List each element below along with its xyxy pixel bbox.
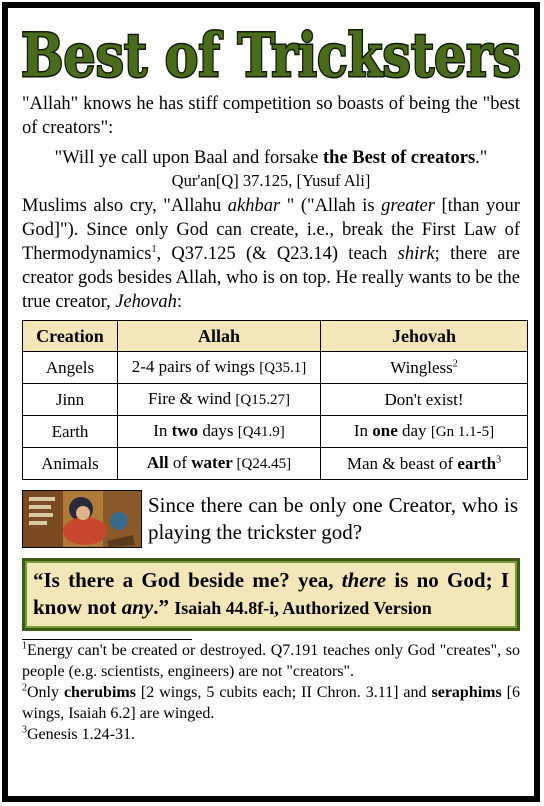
cell-allah: Fire & wind [Q15.27] [118,384,321,416]
footnote-3: $^3$Genesis 1.24-31. [22,724,135,743]
table-row [23,448,528,480]
cell-creation: Earth [23,416,118,448]
quran-quote: "Will ye call upon Baal and forsake the Best of creators." [54,148,488,168]
cell-creation: Jinn [23,384,118,416]
header-jehovah: Jehovah [321,321,528,352]
trickster-section [22,490,520,548]
cell-creation: Animals [23,448,118,480]
header-creation: Creation [23,321,118,352]
isaiah-verse-box: “Is there a God beside me? yea, there is no God; I know not any.” Isaiah 44.8f-i, Authorized Version [22,558,520,631]
trickster-question: Since there can be only one Creator, who is playing the trickster god? [148,493,518,544]
footnotes [22,640,520,745]
main-paragraph: Muslims also cry, "Allahu akhbar " ("Allah is greater [than your God]"). Since only God can create, i.e., break the First Law of Thermodynamics$^1$, Q37.125 (& Q23.14) teach shirk; there are creator gods besides Allah, who is on top. He really wants to be the true creator, Jehovah: [22,196,520,312]
cell-jehovah: Wingless$^2$ [321,352,528,384]
cell-allah: All of water [Q24.45] [118,448,321,480]
table-row [23,416,528,448]
table-row [23,352,528,384]
intro-paragraph: "Allah" knows he has stiff competition so boasts of being the "best of creators": [22,94,520,138]
cell-jehovah: In one day [Gn 1.1-5] [321,416,528,448]
table-row [23,384,528,416]
title-text: Best of Tricksters [21,21,521,90]
quote-reference: Qur'an[Q] 37.125, [Yusuf Ali] [171,171,371,190]
header-allah: Allah [118,321,321,352]
footnote-1: $^1$Energy can't be created or destroyed. Q7.191 teaches only God "creates", so people (e.g. scientists, engineers) are not "creators". [22,640,520,680]
cell-creation: Angels [23,352,118,384]
cell-allah: In two days [Q41.9] [118,416,321,448]
comparison-table [22,320,528,480]
verse-reference: Isaiah 44.8f-i, Authorized Version [174,598,432,618]
table-header-row [23,321,528,352]
trickster-god-icon [23,491,141,547]
cell-allah: 2-4 pairs of wings [Q35.1] [118,352,321,384]
footnote-ref-1: 1 [151,243,157,255]
title-graphic [16,12,526,90]
trickster-image [22,490,142,548]
cell-jehovah: Don't exist! [321,384,528,416]
page-title [8,12,534,92]
page-frame [2,2,540,802]
cell-jehovah: Man & beast of earth$^3$ [321,448,528,480]
footnote-2: $^2$Only cherubims [2 wings, 5 cubits each; II Chron. 3.11] and seraphims [6 wings, Isaiah 6.2] are winged. [22,682,521,722]
